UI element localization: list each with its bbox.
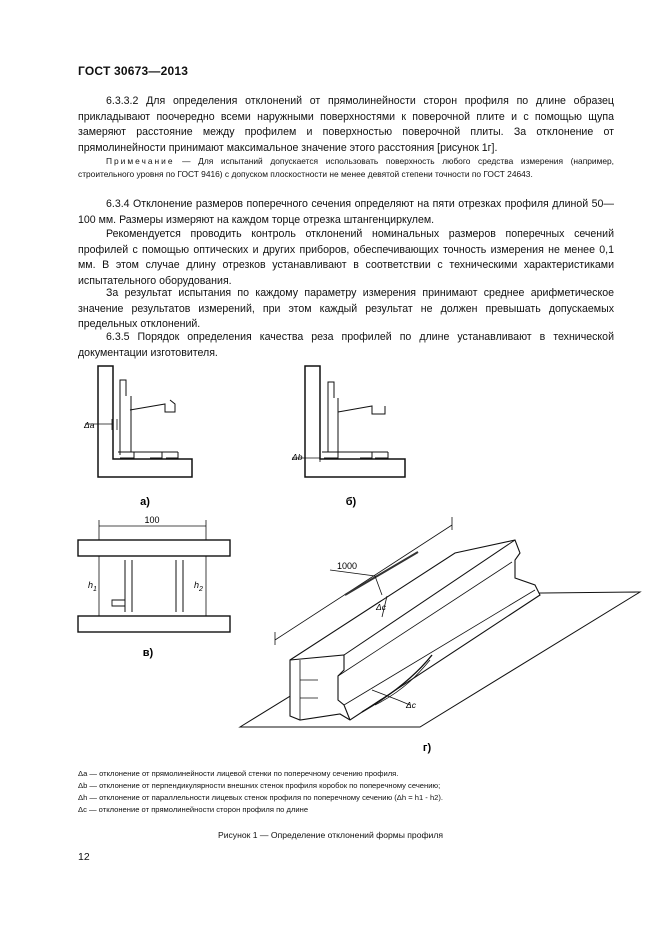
figure-b-square: [292, 366, 405, 477]
label-b: б): [345, 496, 357, 508]
legend-line-1: Δa — отклонение от прямолинейности лицевой стенки по поперечному сечению профиля.: [78, 769, 399, 778]
dimension-1000: 1000: [336, 561, 358, 571]
figure-v-plates: [78, 520, 230, 632]
paragraph-6-3-5: 6.3.5 Порядок определения качества реза профилей по длине устанавливают в технической документации изготовителя.: [78, 331, 614, 359]
legend-line-2: Δb — отклонение от перпендикулярности внешних стенок профиля коробок по поперечному сечению;: [78, 781, 441, 790]
paragraph-6-3-4-b: Рекомендуется проводить контроль отклонений номинальных размеров поперечных сечений профилей с помощью оптических и других приборов, обеспечивающих точность измерения не менее 0,1 мм. В этом случае длину отрезков устанавливают в соответствии с техническими характеристиками испытательного оборудования.: [78, 228, 614, 287]
note-prefix: Примечание: [106, 156, 175, 166]
delta-c-label-2: Δc: [406, 700, 416, 710]
h2-label: [194, 580, 203, 593]
h2-sub: 2: [199, 586, 203, 593]
document-header: ГОСТ 30673—2013: [78, 64, 189, 78]
paragraph-6-3-4-c: За результат испытания по каждому параметру измерения принимают среднее арифметическое значение результатов измерений, при этом каждый результат не должен превышать допускаемых предельных отклонений.: [78, 287, 614, 331]
delta-a-label: Δa: [84, 420, 95, 430]
figure-g-profile-on-plate: [240, 517, 640, 727]
note: [78, 155, 614, 181]
dimension-100: 100: [144, 515, 160, 525]
label-a: а): [140, 496, 150, 508]
figure-1: [0, 360, 661, 760]
delta-b-label: Δb: [292, 452, 303, 462]
h1-sub: 1: [93, 586, 97, 593]
h2-letter: h: [194, 580, 200, 590]
label-v: в): [142, 647, 154, 659]
legend-line-3: Δh — отклонение от параллельности лицевых стенок профиля по поперечному сечению (Δh = h1 - h2).: [78, 793, 444, 802]
paragraph-6-3-4: 6.3.4 Отклонение размеров поперечного сечения определяют на пяти отрезках профиля длиной 50—100 мм. Размеры измеряют на каждом торце отрезка штангенциркулем.: [78, 198, 614, 226]
h1-label: [88, 580, 97, 593]
figure-a-square: [85, 366, 192, 477]
delta-c-label: Δc: [376, 602, 386, 612]
figure-caption: Рисунок 1 — Определение отклонений формы профиля: [217, 830, 444, 840]
note-text: — Для испытаний допускается использовать поверхность любого средства измерения (например, строительного уровня по ГОСТ 9416) с допуском плоскостности не менее девятой степени точности по ГОСТ 24643.: [78, 156, 614, 180]
legend-line-4: Δc — отклонение от прямолинейности сторон профиля по длине: [78, 805, 309, 814]
page-number: 12: [78, 851, 90, 863]
label-g: г): [422, 742, 432, 754]
h1-letter: h: [88, 580, 94, 590]
paragraph-6-3-3-2: 6.3.3.2 Для определения отклонений от прямолинейности сторон профиля по длине образец прикладывают поочередно всеми наружными поверхностями к поверочной плите и с помощью щупа замеряют расстояние между профилем и поверхностью поверочной плиты. За отклонение от прямолинейности принимают максимальное значение этого расстояния [рисунок 1г].: [78, 95, 614, 154]
